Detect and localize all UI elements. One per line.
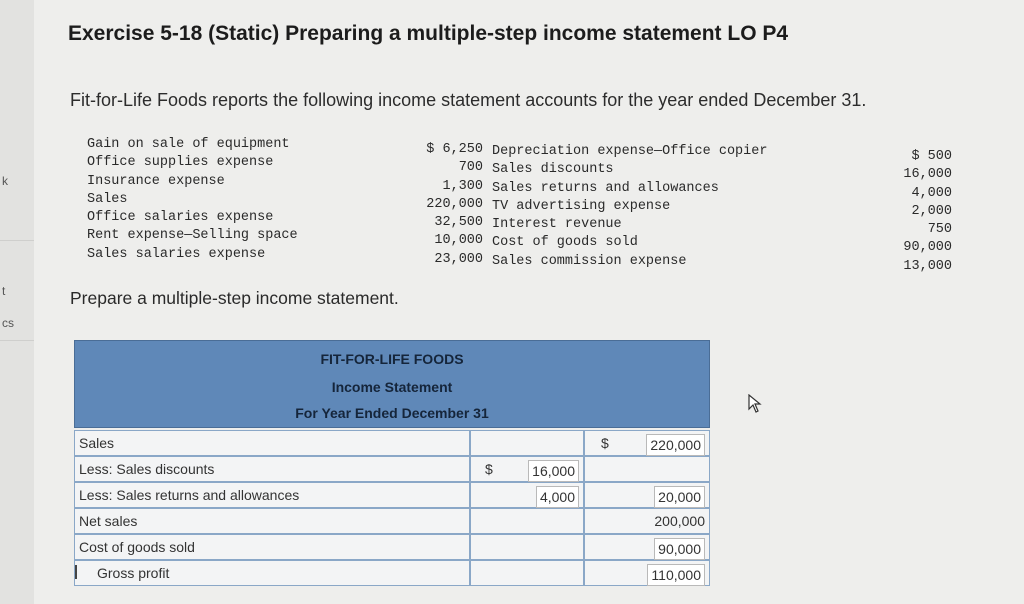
label-cell[interactable] xyxy=(74,508,470,534)
amount-input[interactable]: 16,000 xyxy=(528,460,579,482)
account-name: Office salaries expense xyxy=(87,210,274,226)
amount-cell-1[interactable] xyxy=(470,508,584,534)
statement-header xyxy=(74,340,710,428)
row-label: Sales xyxy=(79,435,115,451)
account-amount: 90,000 xyxy=(903,240,952,256)
accounts-right-names xyxy=(492,143,767,271)
amount-cell-2[interactable] xyxy=(584,456,710,482)
statement-name: Income Statement xyxy=(331,379,453,395)
account-name: Sales discounts xyxy=(492,162,614,178)
amount-input[interactable]: 90,000 xyxy=(654,538,705,560)
mouse-cursor-icon xyxy=(748,394,764,414)
sidebar-divider xyxy=(0,340,34,341)
account-amount: 220,000 xyxy=(426,196,483,212)
account-amount: 13,000 xyxy=(903,258,952,274)
table-row xyxy=(74,560,710,586)
account-amount: 4,000 xyxy=(911,185,952,201)
amount-cell-1[interactable] xyxy=(470,430,584,456)
account-amount: $ 6,250 xyxy=(426,142,483,157)
sidebar-letter: t xyxy=(2,284,6,298)
label-cell[interactable] xyxy=(74,430,470,456)
label-cell[interactable] xyxy=(74,482,470,508)
amount-cell-2[interactable] xyxy=(584,508,710,534)
row-label: Gross profit xyxy=(97,565,170,581)
account-amount: 32,500 xyxy=(434,215,483,231)
table-row xyxy=(74,430,710,456)
account-name: Cost of goods sold xyxy=(492,235,638,251)
account-name: Sales xyxy=(87,191,128,207)
amount-input[interactable]: 20,000 xyxy=(654,486,705,508)
dollar-sign: $ xyxy=(601,435,609,451)
amount-cell-2[interactable] xyxy=(584,560,710,586)
amount-input[interactable]: 110,000 xyxy=(647,564,705,586)
sidebar-divider xyxy=(0,240,34,241)
amount-cell-1[interactable] xyxy=(470,482,584,508)
account-name: Interest revenue xyxy=(492,217,622,233)
table-row xyxy=(74,482,710,508)
account-amount: 1,300 xyxy=(442,178,483,194)
amount-cell-2[interactable] xyxy=(584,430,710,456)
accounts-left-amounts xyxy=(400,141,483,269)
row-label: Net sales xyxy=(79,513,138,529)
label-cell[interactable] xyxy=(74,534,470,560)
account-name: Sales salaries expense xyxy=(87,246,266,262)
account-amount: 10,000 xyxy=(434,233,483,249)
indent-marker xyxy=(75,565,77,579)
accounts-left-names xyxy=(87,136,298,264)
income-statement-table xyxy=(74,340,710,594)
amount-cell-1[interactable] xyxy=(470,560,584,586)
account-name: Gain on sale of equipment xyxy=(87,137,290,152)
account-amount: $ 500 xyxy=(911,149,952,164)
account-name: Office supplies expense xyxy=(87,155,274,171)
amount-cell-2[interactable] xyxy=(584,482,710,508)
account-amount: 2,000 xyxy=(911,203,952,219)
account-amount: 23,000 xyxy=(434,251,483,267)
dollar-sign: $ xyxy=(485,461,493,477)
sidebar-letter: k xyxy=(2,174,8,188)
amount-input[interactable]: 220,000 xyxy=(646,434,705,456)
table-row xyxy=(74,534,710,560)
row-label: Less: Sales discounts xyxy=(79,461,215,477)
exercise-title: Exercise 5-18 (Static) Preparing a multiple-step income statement LO P4 xyxy=(68,22,789,45)
amount-cell-2[interactable] xyxy=(584,534,710,560)
amount-value: 200,000 xyxy=(654,513,705,529)
label-cell[interactable] xyxy=(74,560,470,586)
left-sidebar xyxy=(0,0,34,604)
statement-period: For Year Ended December 31 xyxy=(295,405,489,421)
accounts-right-amounts xyxy=(860,148,952,276)
amount-cell-1[interactable] xyxy=(470,456,584,482)
account-amount: 16,000 xyxy=(903,167,952,183)
sidebar-letter: cs xyxy=(2,316,14,330)
row-label: Less: Sales returns and allowances xyxy=(79,487,300,503)
amount-cell-1[interactable] xyxy=(470,534,584,560)
account-name: Depreciation expense—Office copier xyxy=(492,144,768,159)
exercise-intro: Fit-for-Life Foods reports the following income statement accounts for the year ended December 31. xyxy=(70,90,867,110)
instruction-text: Prepare a multiple-step income statement. xyxy=(70,288,399,308)
row-label: Cost of goods sold xyxy=(79,539,195,555)
table-row xyxy=(74,456,710,482)
account-name: Insurance expense xyxy=(87,173,225,189)
account-name: Rent expense—Selling space xyxy=(87,228,298,244)
account-name: TV advertising expense xyxy=(492,198,671,214)
account-amount: 750 xyxy=(927,222,952,238)
amount-input[interactable]: 4,000 xyxy=(536,486,579,508)
account-name: Sales commission expense xyxy=(492,253,687,269)
table-row xyxy=(74,508,710,534)
label-cell[interactable] xyxy=(74,456,470,482)
account-name: Sales returns and allowances xyxy=(492,180,719,196)
company-name: FIT-FOR-LIFE FOODS xyxy=(320,351,464,367)
account-amount: 700 xyxy=(458,160,483,176)
